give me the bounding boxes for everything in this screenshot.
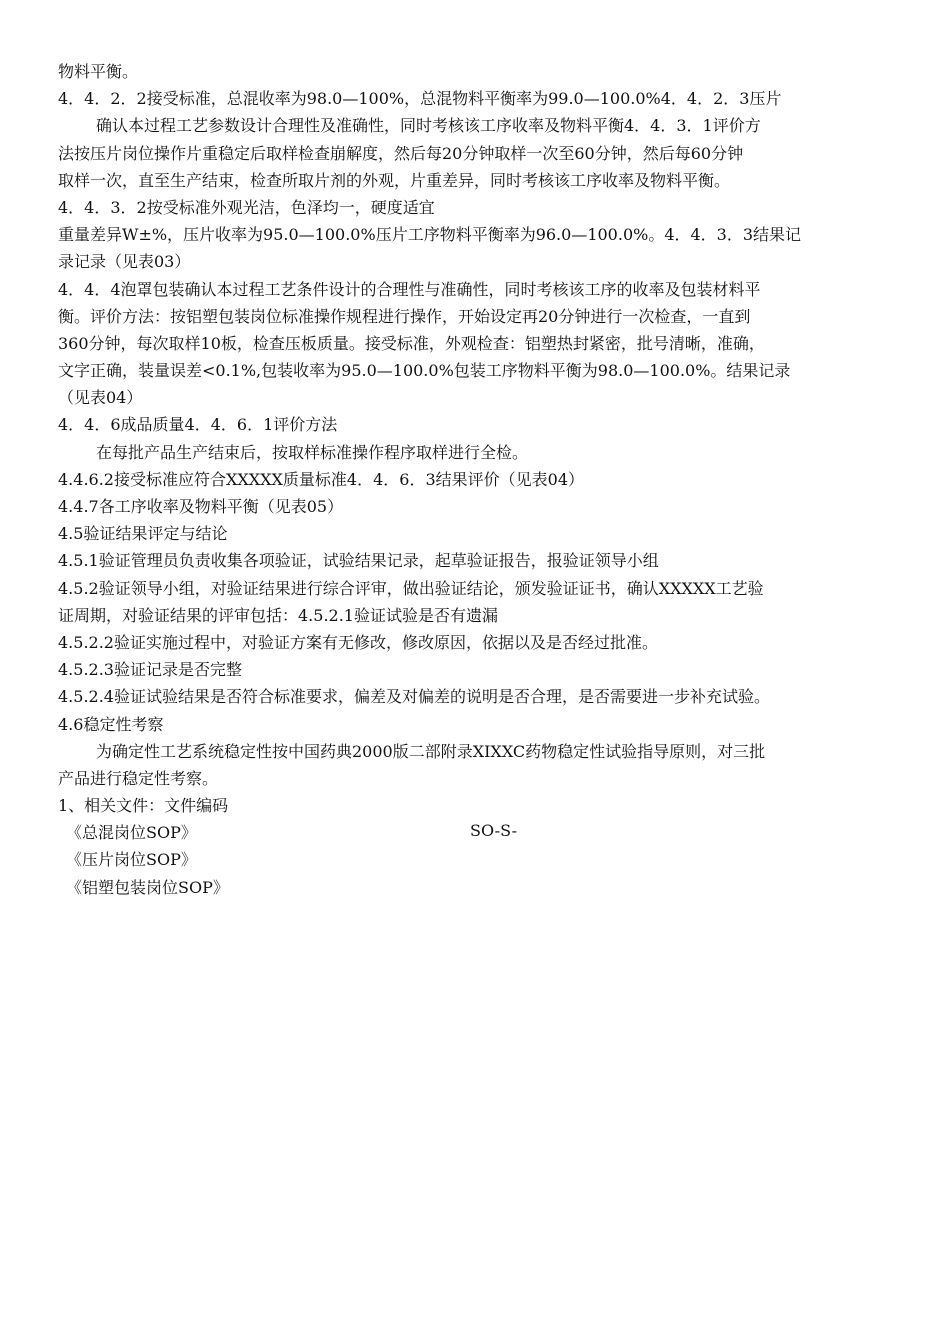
text-line: 取样一次，直至生产结束，检查所取片剂的外观，片重差异，同时考核该工序收率及物料平衡。 bbox=[58, 170, 731, 190]
text-line: 4.4.7各工序收率及物料平衡（见表05） bbox=[58, 497, 344, 516]
reference-name: 《压片岗位SOP》 bbox=[66, 850, 197, 870]
section-heading: 4.6稳定性考察 bbox=[58, 714, 164, 734]
reference-name: 《铝塑包装岗位SOP》 bbox=[66, 877, 229, 897]
text-line: 1、相关文件：文件编码 bbox=[58, 796, 229, 816]
text-line: 物料平衡。 bbox=[58, 62, 139, 81]
reference-name: 《总混岗位SOP》 bbox=[66, 823, 197, 843]
text-line: 产品进行稳定性考察。 bbox=[58, 768, 219, 788]
text-line: 4．4．3．2按受标准外观光洁，色泽均一，硬度适宜 bbox=[58, 197, 435, 217]
text-line: 4．4．6成品质量4．4．6．1评价方法 bbox=[58, 415, 338, 435]
text-line: 确认本过程工艺参数设计合理性及准确性，同时考核该工序收率及物料平衡4．4．3．1评价方 bbox=[96, 116, 761, 136]
document-page bbox=[58, 58, 908, 901]
reference-row bbox=[58, 819, 908, 846]
text-line: 360分钟，每次取样10板，检查压板质量。接受标准，外观检查：铝塑热封紧密，批号清晰，准确， bbox=[58, 333, 765, 353]
text-line: 重量差异W±%，压片收率为95.0—100.0%压片工序物料平衡率为96.0—100.0%。4．4．3．3结果记 bbox=[58, 225, 802, 245]
text-line: 4．4．2．2接受标准，总混收率为98.0—100%，总混物料平衡率为99.0—100.0%4．4．2．3压片 bbox=[58, 89, 782, 109]
text-line: 4．4．4泡罩包装确认本过程工艺条件设计的合理性与准确性，同时考核该工序的收率及包装材料平 bbox=[58, 279, 761, 299]
text-line: 4.5.2.4验证试验结果是否符合标准要求，偏差及对偏差的说明是否合理，是否需要进一步补充试验。 bbox=[58, 687, 770, 707]
text-line: 4.5.1验证管理员负责收集各项验证，试验结果记录，起草验证报告，报验证领导小组 bbox=[58, 551, 659, 571]
section-heading: 4.5验证结果评定与结论 bbox=[58, 524, 228, 544]
text-line: 衡。评价方法：按铝塑包装岗位标准操作规程进行操作，开始设定再20分钟进行一次检查，一直到 bbox=[58, 306, 751, 326]
text-line: 文字正确，装量误差<0.1%,包装收率为95.0—100.0%包装工序物料平衡为98.0—100.0%。结果记录 bbox=[58, 361, 791, 381]
text-line: 法按压片岗位操作片重稳定后取样检查崩解度，然后每20分钟取样一次至60分钟，然后每60分钟 bbox=[58, 143, 744, 163]
text-line: 在每批产品生产结束后，按取样标准操作程序取样进行全检。 bbox=[96, 442, 529, 462]
text-line: 4.5.2验证领导小组，对验证结果进行综合评审，做出验证结论，颁发验证证书，确认XXXXX工艺验 bbox=[58, 578, 764, 598]
text-line: 录记录（见表03） bbox=[58, 252, 191, 272]
text-line: 为确定性工艺系统稳定性按中国药典2000版二部附录XIXXC药物稳定性试验指导原则，对三批 bbox=[96, 741, 766, 761]
reference-code: SO-S- bbox=[470, 821, 518, 841]
reference-row bbox=[58, 874, 908, 901]
text-line: （见表04） bbox=[58, 388, 143, 408]
reference-row bbox=[58, 846, 908, 873]
text-line: 4.5.2.3验证记录是否完整 bbox=[58, 660, 242, 680]
text-line: 4.5.2.2验证实施过程中，对验证方案有无修改，修改原因，依据以及是否经过批准。 bbox=[58, 632, 658, 652]
text-line: 4.4.6.2接受标准应符合XXXXX质量标准4．4．6．3结果评价（见表04） bbox=[58, 469, 585, 489]
text-line: 证周期，对验证结果的评审包括：4.5.2.1验证试验是否有遗漏 bbox=[58, 605, 498, 625]
